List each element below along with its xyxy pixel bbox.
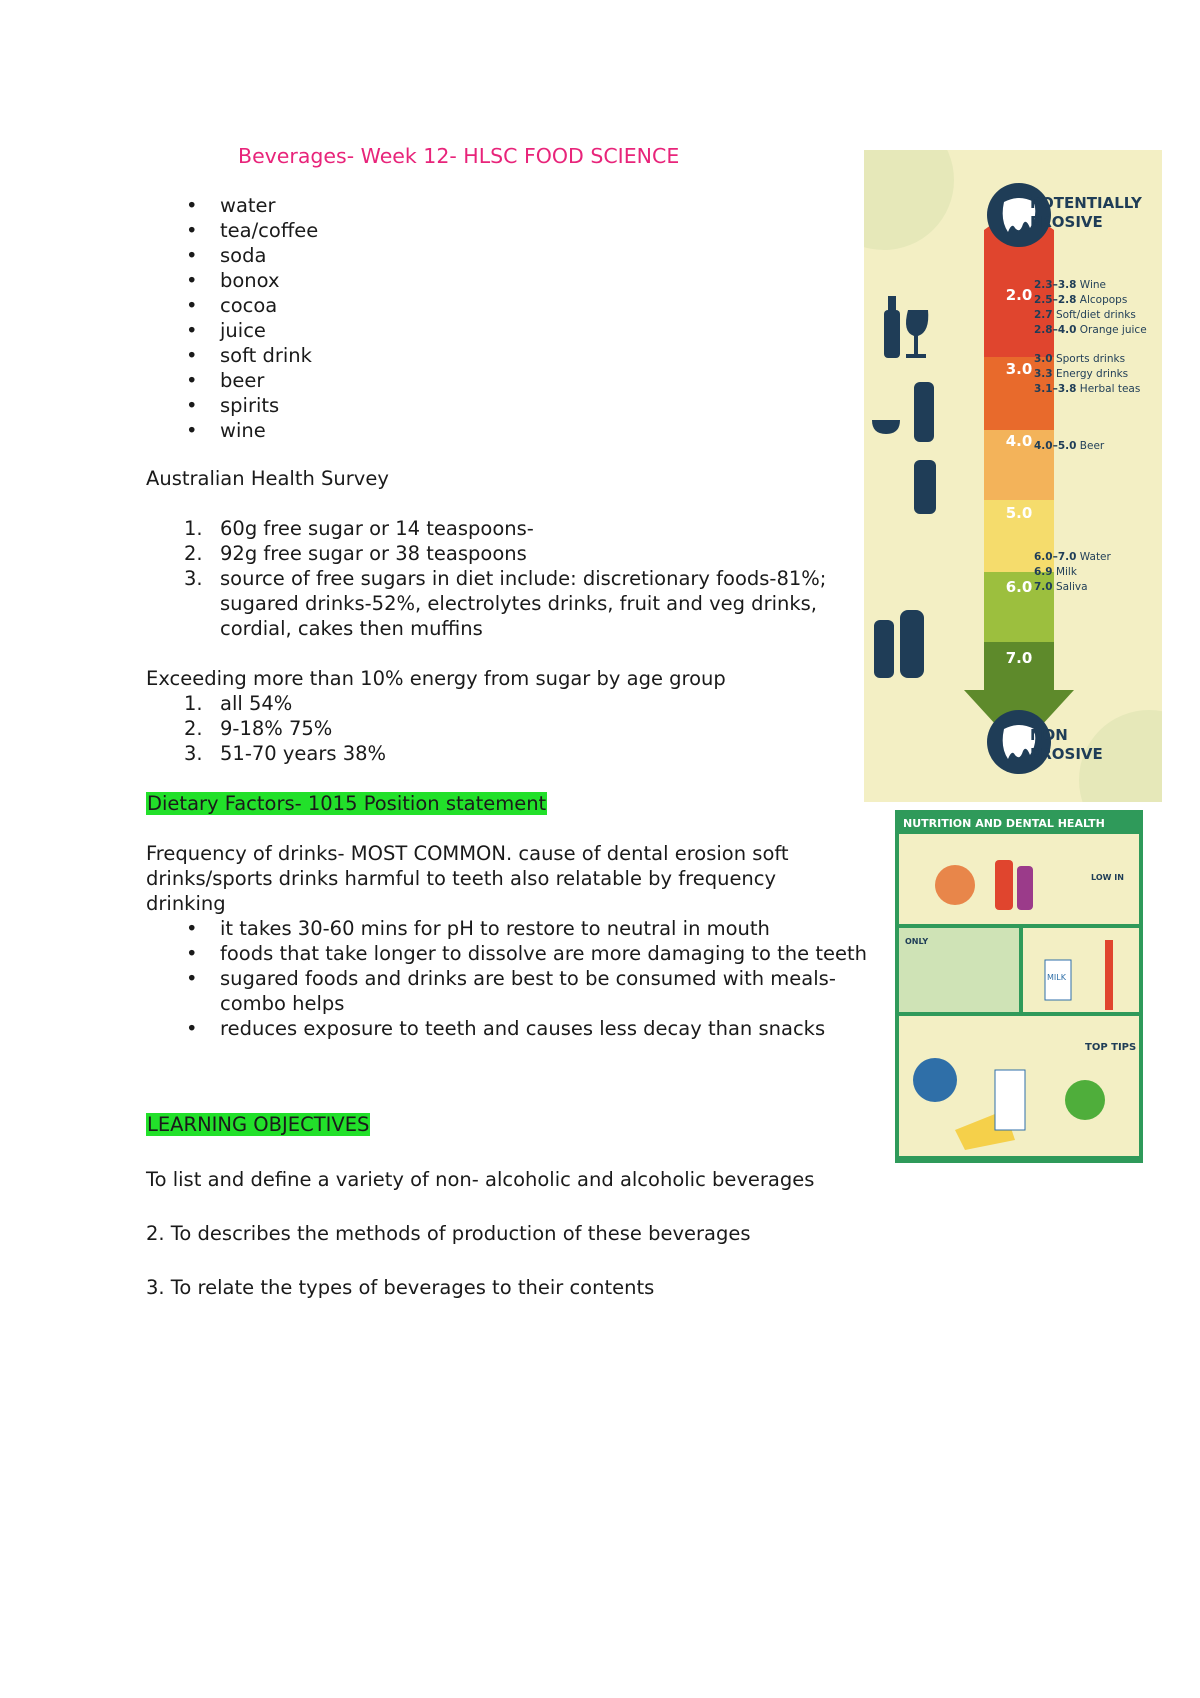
ph-entry bbox=[1034, 367, 1162, 382]
list-item: • wine bbox=[146, 418, 318, 443]
objective-item: 2. To describes the methods of production of these beverages bbox=[146, 1222, 751, 1245]
poster-only: ONLY bbox=[905, 937, 929, 946]
ph-entry bbox=[1034, 382, 1162, 397]
ph-drink: Energy drinks bbox=[1055, 368, 1129, 380]
ph-value: 3.3 bbox=[1034, 368, 1053, 380]
exceeding-heading: Exceeding more than 10% energy from sugar by age group bbox=[146, 667, 726, 690]
ph-entry bbox=[1034, 352, 1162, 367]
page-title: Beverages- Week 12- HLSC FOOD SCIENCE bbox=[238, 144, 680, 168]
beverage-list bbox=[146, 193, 318, 443]
dietary-paragraph: Frequency of drinks- MOST COMMON. cause of dental erosion soft drinks/sports drinks harmful to teeth also relatable by frequency drinking bbox=[146, 842, 789, 915]
ph-drink: Sports drinks bbox=[1055, 353, 1126, 365]
person-icon bbox=[913, 1058, 957, 1102]
exceeding-list bbox=[146, 691, 866, 766]
list-number: 1. bbox=[184, 517, 203, 540]
ph-entry bbox=[1034, 308, 1162, 323]
list-number: 3. bbox=[184, 567, 203, 590]
list-item: • sugared foods and drinks are best to be consumed with meals- combo helps bbox=[146, 966, 886, 1016]
ph-value: 6.0–7.0 bbox=[1034, 551, 1077, 563]
erosive-label: EROSIVE bbox=[1030, 213, 1103, 231]
ph-value: 6.9 bbox=[1034, 566, 1053, 578]
ph-entry bbox=[1034, 580, 1162, 595]
ph-value: 2.5–2.8 bbox=[1034, 294, 1077, 306]
list-item bbox=[146, 516, 866, 541]
ph-value: 3.0 bbox=[1034, 353, 1053, 365]
ph-value: 2.8–4.0 bbox=[1034, 324, 1077, 336]
list-item bbox=[146, 691, 866, 716]
non-erosive-label: EROSIVE bbox=[1030, 745, 1103, 763]
drink-icon bbox=[995, 860, 1013, 910]
list-text: 51-70 years 38% bbox=[220, 742, 387, 765]
list-item: • beer bbox=[146, 368, 318, 393]
ph-value: 7.0 bbox=[1034, 581, 1053, 593]
list-item: • soda bbox=[146, 243, 318, 268]
survey-list bbox=[146, 516, 866, 641]
dietary-bullets bbox=[146, 916, 886, 1041]
ph-level-label: 4.0 bbox=[1005, 432, 1033, 450]
list-text: 9-18% 75% bbox=[220, 717, 333, 740]
water-bottle-icon bbox=[874, 620, 894, 678]
ph-level-label: 5.0 bbox=[1005, 504, 1033, 522]
objectives-heading bbox=[146, 1112, 370, 1137]
dietary-heading bbox=[146, 791, 547, 816]
bottle-icon bbox=[888, 296, 896, 312]
highlight-text: LEARNING OBJECTIVES bbox=[147, 1113, 370, 1136]
bottle-icon bbox=[884, 310, 900, 358]
ph-drink-list bbox=[1034, 278, 1162, 595]
milk-carton-icon bbox=[995, 1070, 1025, 1130]
objective-item: 3. To relate the types of beverages to their contents bbox=[146, 1276, 655, 1299]
ph-drink: Water bbox=[1079, 551, 1111, 563]
non-erosive-label: NON bbox=[1030, 726, 1068, 744]
list-item bbox=[146, 716, 866, 741]
list-item: • foods that take longer to dissolve are more damaging to the teeth bbox=[146, 941, 886, 966]
ph-group bbox=[1034, 352, 1162, 397]
sports-bottle-icon bbox=[914, 382, 934, 442]
ph-entry bbox=[1034, 439, 1162, 454]
beer-bottle-icon bbox=[914, 460, 936, 514]
poster-svg bbox=[895, 810, 1143, 1163]
list-number: 2. bbox=[184, 542, 203, 565]
ph-drink: Milk bbox=[1055, 566, 1077, 578]
badge-icon bbox=[1065, 1080, 1105, 1120]
list-item: • spirits bbox=[146, 393, 318, 418]
poster-panel bbox=[1023, 928, 1139, 1012]
highlight-text: Dietary Factors- 1015 Position statement bbox=[147, 792, 547, 815]
erosive-label: POTENTIALLY bbox=[1030, 194, 1142, 212]
ph-value: 2.7 bbox=[1034, 309, 1053, 321]
list-item: • soft drink bbox=[146, 343, 318, 368]
list-text: source of free sugars in diet include: discretionary foods-81%; sugared drinks-52%, electrolytes drinks, fruit and veg drinks, cordial, cakes then muffins bbox=[220, 567, 827, 640]
ph-group bbox=[1034, 439, 1162, 454]
list-item: • juice bbox=[146, 318, 318, 343]
ph-drink: Alcopops bbox=[1079, 294, 1128, 306]
list-item bbox=[146, 566, 866, 641]
objective-item: To list and define a variety of non- alcoholic and alcoholic beverages bbox=[146, 1168, 815, 1191]
list-item: • tea/coffee bbox=[146, 218, 318, 243]
list-text: all 54% bbox=[220, 692, 293, 715]
nutrition-dental-poster bbox=[895, 810, 1143, 1163]
milk-bottle-icon bbox=[900, 610, 924, 678]
ph-entry bbox=[1034, 565, 1162, 580]
poster-milk: MILK bbox=[1047, 973, 1066, 982]
list-number: 2. bbox=[184, 717, 203, 740]
ph-entry bbox=[1034, 278, 1162, 293]
ph-scale-icon bbox=[1105, 940, 1113, 1010]
list-item bbox=[146, 741, 866, 766]
survey-heading: Australian Health Survey bbox=[146, 467, 389, 490]
ph-group bbox=[1034, 278, 1162, 338]
list-item: • bonox bbox=[146, 268, 318, 293]
list-number: 3. bbox=[184, 742, 203, 765]
ph-group bbox=[1034, 550, 1162, 595]
ph-drink: Beer bbox=[1079, 440, 1105, 452]
ph-drink: Soft/diet drinks bbox=[1055, 309, 1136, 321]
ph-entry bbox=[1034, 293, 1162, 308]
list-item: • it takes 30-60 mins for pH to restore to neutral in mouth bbox=[146, 916, 886, 941]
list-item: • water bbox=[146, 193, 318, 218]
drink-icon bbox=[1017, 866, 1033, 910]
list-item: • reduces exposure to teeth and causes less decay than snacks bbox=[146, 1016, 886, 1041]
poster-title: NUTRITION AND DENTAL HEALTH bbox=[903, 817, 1105, 830]
ph-drink: Saliva bbox=[1055, 581, 1088, 593]
ph-level-label: 2.0 bbox=[1005, 286, 1033, 304]
ph-level-label: 7.0 bbox=[1005, 649, 1033, 667]
ph-value: 3.1–3.8 bbox=[1034, 383, 1077, 395]
ph-value: 2.3–3.8 bbox=[1034, 279, 1077, 291]
ph-drink: Herbal teas bbox=[1079, 383, 1141, 395]
poster-low: LOW IN bbox=[1091, 873, 1124, 882]
list-text: 92g free sugar or 38 teaspoons bbox=[220, 542, 527, 565]
list-item: • cocoa bbox=[146, 293, 318, 318]
ph-drink: Wine bbox=[1079, 279, 1106, 291]
list-text: 60g free sugar or 14 teaspoons- bbox=[220, 517, 534, 540]
ph-level-label: 3.0 bbox=[1005, 360, 1033, 378]
ph-value: 4.0–5.0 bbox=[1034, 440, 1077, 452]
ph-erosion-infographic bbox=[864, 150, 1162, 802]
list-item bbox=[146, 541, 866, 566]
ph-drink: Orange juice bbox=[1079, 324, 1147, 336]
poster-tips: TOP TIPS bbox=[1085, 1042, 1137, 1053]
list-number: 1. bbox=[184, 692, 203, 715]
ph-entry bbox=[1034, 550, 1162, 565]
ph-level-label: 6.0 bbox=[1005, 578, 1033, 596]
food-icon bbox=[935, 865, 975, 905]
ph-entry bbox=[1034, 323, 1162, 338]
